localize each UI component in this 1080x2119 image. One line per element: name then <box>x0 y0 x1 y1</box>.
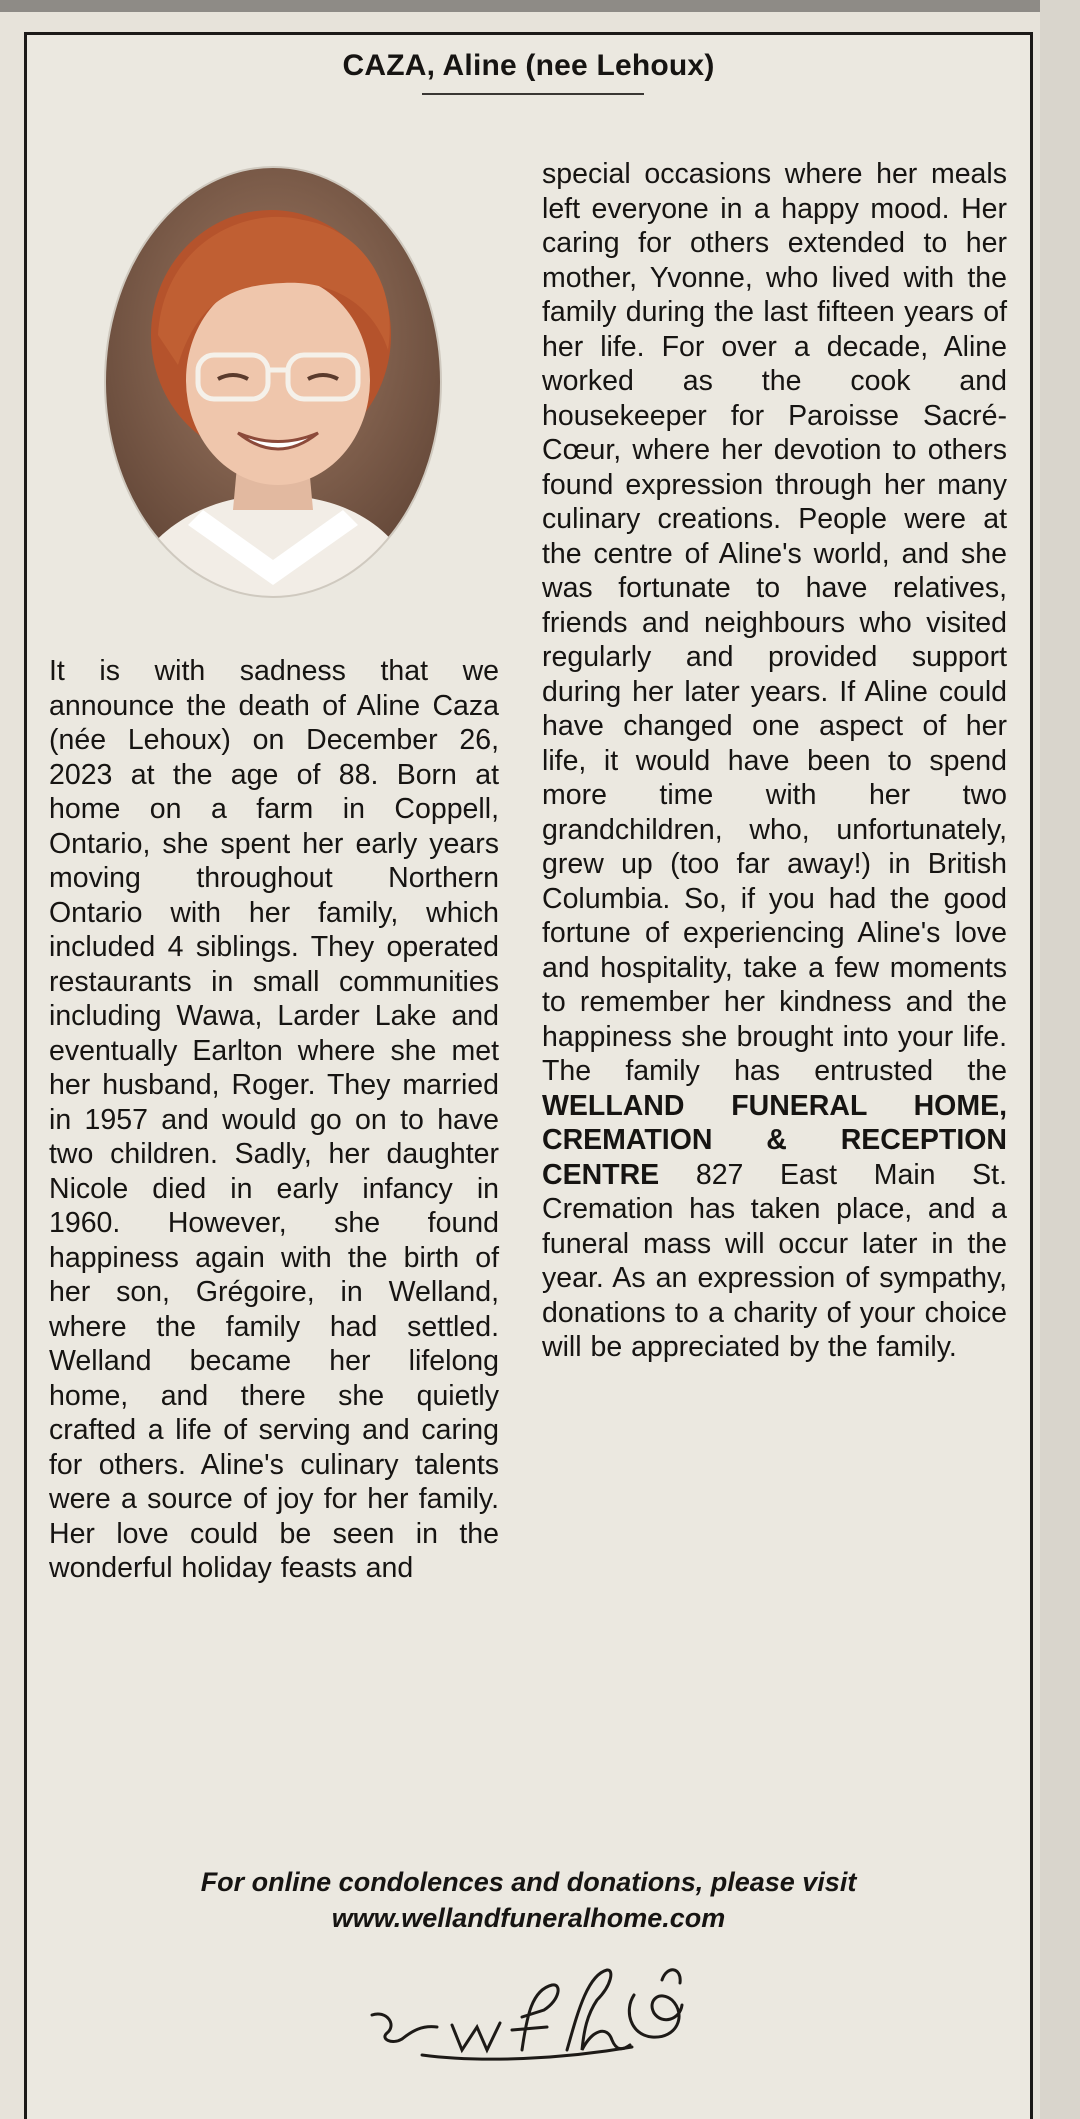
right-column-closing-text: 827 East Main St. Cremation has taken place, and a funeral mass will occur later in the year. As an expression of sympathy, donations to a charity of your choice will be appreciated by the family. <box>542 1158 1007 1363</box>
obituary-text-right-column <box>542 157 1007 1365</box>
website-link[interactable]: www.wellandfuneralhome.com <box>331 1903 726 1933</box>
page-top-strip <box>0 0 1080 12</box>
notice-title: CAZA, Aline (nee Lehoux) <box>342 49 715 82</box>
funeral-home-logo <box>362 1955 702 2085</box>
condolences-footer <box>27 1864 1030 1936</box>
funeral-home-name: WELLAND FUNERAL HOME, CREMATION & RECEPTION CENTRE <box>542 1089 1007 1191</box>
adjacent-column-edge <box>1040 0 1080 2119</box>
footer-line-1: For online condolences and donations, please visit <box>200 1867 857 1897</box>
portrait-photo <box>103 165 443 599</box>
obituary-text-left-column: It is with sadness that we announce the death of Aline Caza (née Lehoux) on December 26, 2023 at the age of 88. Born at home on a farm in Coppell, Ontario, she spent her early years moving throughout Northern Ontario with her family, which included 4 siblings. They operated restaurants in small communities including Wawa, Larder Lake and eventually Earlton where she met her husband, Roger. They married in 1957 and would go on to have two children. Sadly, her daughter Nicole died in early infancy in 1960. However, she found happiness again with the birth of her son, Grégoire, in Welland, where the family had settled. Welland became her lifelong home, and there she quietly crafted a life of serving and caring for others. Aline's culinary talents were a source of joy for her family. Her love could be seen in the wonderful holiday feasts and <box>49 655 499 1584</box>
title-underline <box>422 93 644 95</box>
portrait-icon <box>103 165 443 599</box>
right-column-text: special occasions where her meals left everyone in a happy mood. Her caring for others extended to her mother, Yvonne, who lived with the family during the last fifteen years of her life. For over a decade, Aline worked as the cook and housekeeper for Paroisse Sacré-Cœur, where her devotion to others found expression through her many culinary creations. People were at the centre of Aline's world, and she was fortunate to have relatives, friends and neighbours who visited regularly and provided support during her later years. If Aline could have changed one aspect of her life, it would have been to spend more time with her two grandchildren, who, unfortunately, grew up (too far away!) in British Columbia. So, if you had the good fortune of experiencing Aline's love and hospitality, take a few moments to remember her kindness and the happiness she brought into your life. The family has entrusted the <box>542 158 1007 1087</box>
obituary-notice <box>24 32 1033 2119</box>
wfh-script-monogram-icon <box>362 1955 702 2085</box>
